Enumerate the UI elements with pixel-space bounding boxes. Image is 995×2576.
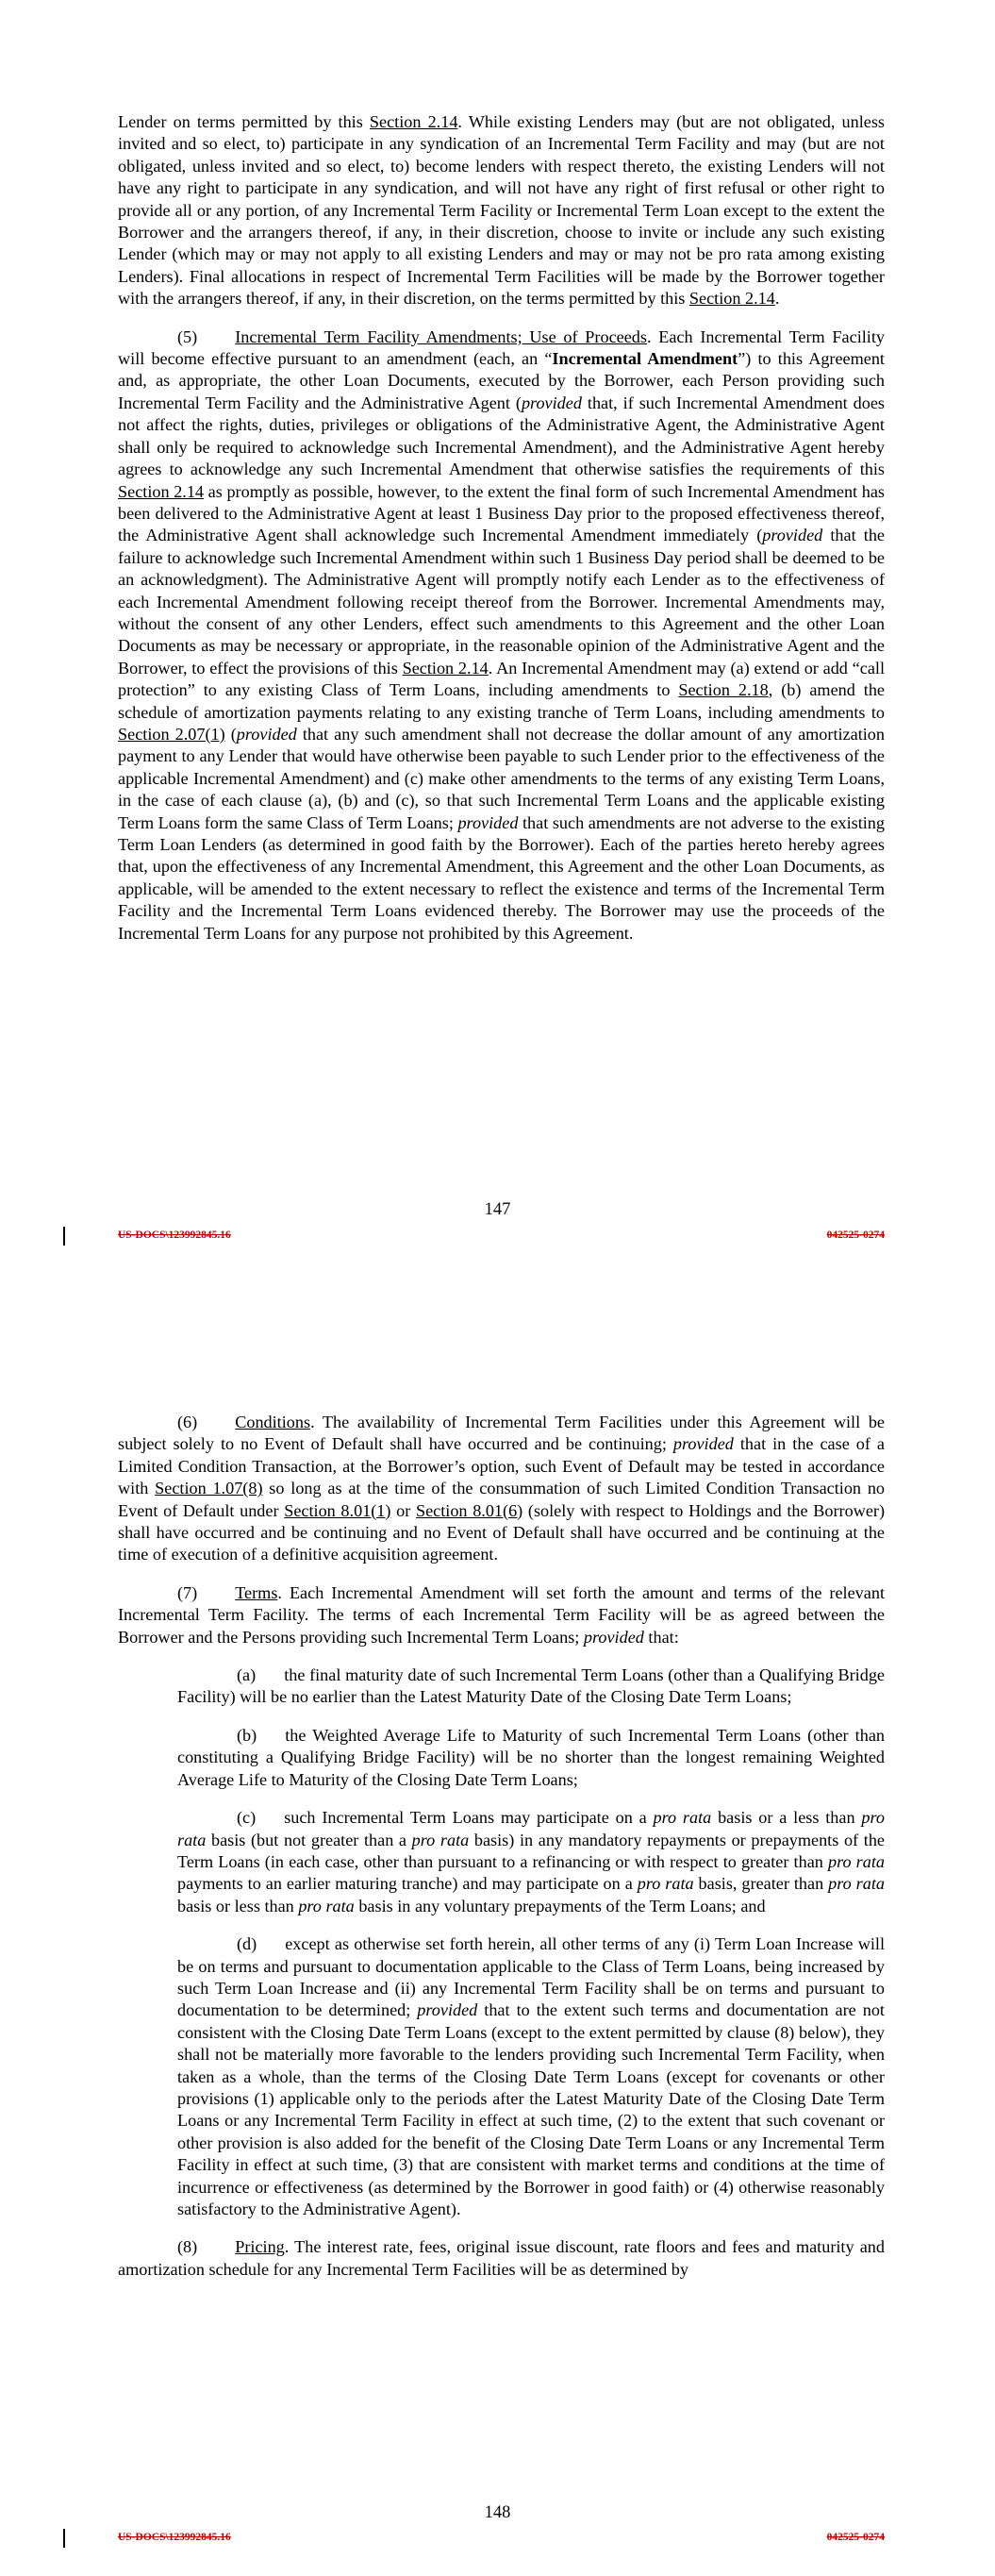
paragraph-number: (5) <box>177 326 198 346</box>
continuation-paragraph: Lender on terms permitted by this Section 2.14. While existing Lenders may (but are not obligated, unless invited and so elect, to) participate in any syndication of an Incremental Term Facility and may (but are not obligated, unless invited and so elect, to) become lenders with respect thereto, the existing Lenders will not have any right to participate in any syndication, and will not have any right of first refusal or other right to provide all or any portion, of any Incremental Term Facility or Incremental Term Loan except to the extent the Borrower and the arrangers thereof, if any, in their discretion, choose to invite or include any such existing Lender (which may or may not apply to all existing Lenders and may or may not be pro rata among existing Lenders). Final allocations in respect of Incremental Term Facilities will be made by the Borrower together with the arrangers thereof, if any, in their discretion, on the terms permitted by this Section 2.14. <box>118 112 885 309</box>
page-footer <box>0 1227 995 1247</box>
section-reference: Section 2.14 <box>369 112 458 131</box>
section-reference: Section 8.01(6) <box>415 1500 523 1520</box>
clause-c: (c) such Incremental Term Loans may participate on a pro rata basis or a less than pro rata basis (but not greater than a pro rata basis) in any mandatory repayments or prepayments of the Term Loans (in each case, other than pursuant to a refinancing or with respect to greater than pro rata payments to an earlier maturing tranche) and may participate on a pro rata basis, greater than pro rata basis or less than pro rata basis in any voluntary prepayments of the Term Loans; and <box>177 1808 885 1915</box>
paragraph-heading: Incremental Term Facility Amendments; Use of Proceeds <box>235 326 647 346</box>
defined-term: Incremental Amendment <box>552 349 738 369</box>
clause-number: (d) <box>237 1934 257 1954</box>
paragraph-number: (6) <box>177 1413 198 1431</box>
paragraph-7: (7) Terms. Each Incremental Amendment will set forth the amount and terms of the relevant Incremental Term Facility. The terms of each Incremental Term Facility will be as agreed between the Borrower and the Persons providing such Incremental Term Loans; provided that: <box>118 1582 885 1647</box>
clause-number: (b) <box>237 1725 257 1745</box>
change-bar <box>63 2529 65 2548</box>
paragraph-6: (6) Conditions. The availability of Incremental Term Facilities under this Agreement will be subject solely to no Event of Default shall have occurred and be continuing; provided that in the case of a Limited Condition Transaction, at the Borrower’s option, such Event of Default may be tested in accordance with Section 1.07(8) so long as at the time of the consummation of such Limited Condition Transaction no Event of Default under Section 8.01(1) or Section 8.01(6) (solely with respect to Holdings and the Borrower) shall have occurred and be continuing and no Event of Default shall have occurred and be continuing at the time of execution of a definitive acquisition agreement. <box>118 1413 886 1564</box>
page-number: 147 <box>484 1200 511 1219</box>
change-bar <box>63 1227 65 1246</box>
page-number: 148 <box>484 2503 511 2522</box>
page-148 <box>0 1397 995 2576</box>
paragraph-heading: Pricing <box>235 2237 285 2257</box>
section-reference: Section 8.01(1) <box>284 1500 391 1520</box>
clause-number: (c) <box>237 1808 257 1828</box>
page-footer <box>0 2529 995 2550</box>
section-reference: Section 2.18 <box>678 680 769 700</box>
section-reference: Section 2.07(1) <box>118 724 225 744</box>
paragraph-heading: Conditions <box>235 1413 311 1431</box>
document-code: 042525-0274 <box>826 1229 885 1241</box>
clause-a: (a) the final maturity date of such Incremental Term Loans (other than a Qualifying Bridge Facility) will be no earlier than the Latest Maturity Date of the Closing Date Term Loans; <box>177 1665 885 1707</box>
section-reference: Section 2.14 <box>118 481 205 501</box>
page-body <box>118 1412 885 2297</box>
section-reference: Section 2.14 <box>688 289 775 309</box>
clause-d: (d) except as otherwise set forth herein, all other terms of any (i) Term Loan Increase will be on terms and pursuant to documentation applicable to the Class of Term Loans, being increased by such Term Loan Increase and (ii) any Incremental Term Facility shall be on terms and pursuant to documentation to be determined; provided that to the extent such terms and documentation are not consistent with the Closing Date Term Loans (except to the extent permitted by clause (8) below), they shall not be materially more favorable to the lenders providing such Incremental Term Facility, when taken as a whole, than the terms of the Closing Date Term Loans (except for covenants or other provisions (1) applicable only to the periods after the Latest Maturity Date of the Closing Date Term Loans or any Incremental Term Facility in effect at such time, (2) to the extent that such covenant or other provision is also added for the benefit of the Closing Date Term Loans or any Incremental Term Facility in effect at such time, (3) that are consistent with market terms and conditions at the time of incurrence or effectiveness (as determined by the Borrower in good faith) or (4) otherwise reasonably satisfactory to the Administrative Agent). <box>177 1934 885 2218</box>
paragraph-5: (5) Incremental Term Facility Amendments; Use of Proceeds. Each Incremental Term Facility will become effective pursuant to an amendment (each, an “Incremental Amendment”) to this Agreement and, as appropriate, the other Loan Documents, executed by the Borrower, each Person providing such Incremental Term Facility and the Administrative Agent (provided that, if such Incremental Amendment does not affect the rights, duties, privileges or obligations of the Administrative Agent, the Administrative Agent shall only be required to acknowledge such Incremental Amendment), and the Administrative Agent hereby agrees to acknowledge any such Incremental Amendment that otherwise satisfies the requirements of this Section 2.14 as promptly as possible, however, to the extent the final form of such Incremental Amendment has been delivered to the Administrative Agent at least 1 Business Day prior to the proposed effectiveness thereof, the Administrative Agent shall acknowledge such Incremental Amendment immediately (provided that the failure to acknowledge such Incremental Amendment within such 1 Business Day period shall be deemed to be an acknowledgment). The Administrative Agent will promptly notify each Lender as to the effectiveness of each Incremental Amendment following receipt thereof from the Borrower. Incremental Amendments may, without the consent of any other Lenders, effect such amendments to this Agreement and the other Loan Documents as may be necessary or appropriate, in the reasonable opinion of the Administrative Agent and the Borrower, to effect the provisions of this Section 2.14. An Incremental Amendment may (a) extend or add “call protection” to any existing Class of Term Loans, including amendments to Section 2.18, (b) amend the schedule of amortization payments relating to any existing tranche of Term Loans, including amendments to Section 2.07(1) (provided that any such amendment shall not decrease the dollar amount of any amortization payment to any Lender that would have otherwise been payable to such Lender prior to the effectiveness of the applicable Incremental Amendment) and (c) make other amendments to the terms of any existing Term Loans, in the case of each clause (a), (b) and (c), so that such Incremental Term Loans and the applicable existing Term Loans form the same Class of Term Loans; provided that such amendments are not adverse to the existing Term Loan Lenders (as determined in good faith by the Borrower). Each of the parties hereto hereby agrees that, upon the effectiveness of any Incremental Amendment, this Agreement and the other Loan Documents, as applicable, will be amended to the extent necessary to reflect the existence and terms of the Incremental Term Facility and the Incremental Term Loans evidenced thereby. The Borrower may use the proceeds of the Incremental Term Loans for any purpose not prohibited by this Agreement. <box>118 326 886 943</box>
paragraph-heading: Terms <box>235 1582 278 1602</box>
paragraph-number: (8) <box>177 2237 198 2257</box>
paragraph-number: (7) <box>177 1582 198 1602</box>
section-reference: Section 2.14 <box>402 658 489 677</box>
document-code: 042525-0274 <box>826 2532 885 2543</box>
clause-number: (a) <box>237 1665 257 1685</box>
clause-b: (b) the Weighted Average Life to Maturity of such Incremental Term Loans (other than constituting a Qualifying Bridge Facility) will be no shorter than the longest remaining Weighted Average Life to Maturity of the Closing Date Term Loans; <box>177 1725 885 1789</box>
page-body <box>118 111 885 961</box>
page-147 <box>0 0 995 1255</box>
document-id: US-DOCS\123992845.16 <box>118 2532 231 2543</box>
document-id: US-DOCS\123992845.16 <box>118 1229 231 1241</box>
section-reference: Section 1.07(8) <box>155 1479 263 1498</box>
paragraph-8: (8) Pricing. The interest rate, fees, original issue discount, rate floors and fees and maturity and amortization schedule for any Incremental Term Facilities will be as determined by <box>118 2237 885 2279</box>
